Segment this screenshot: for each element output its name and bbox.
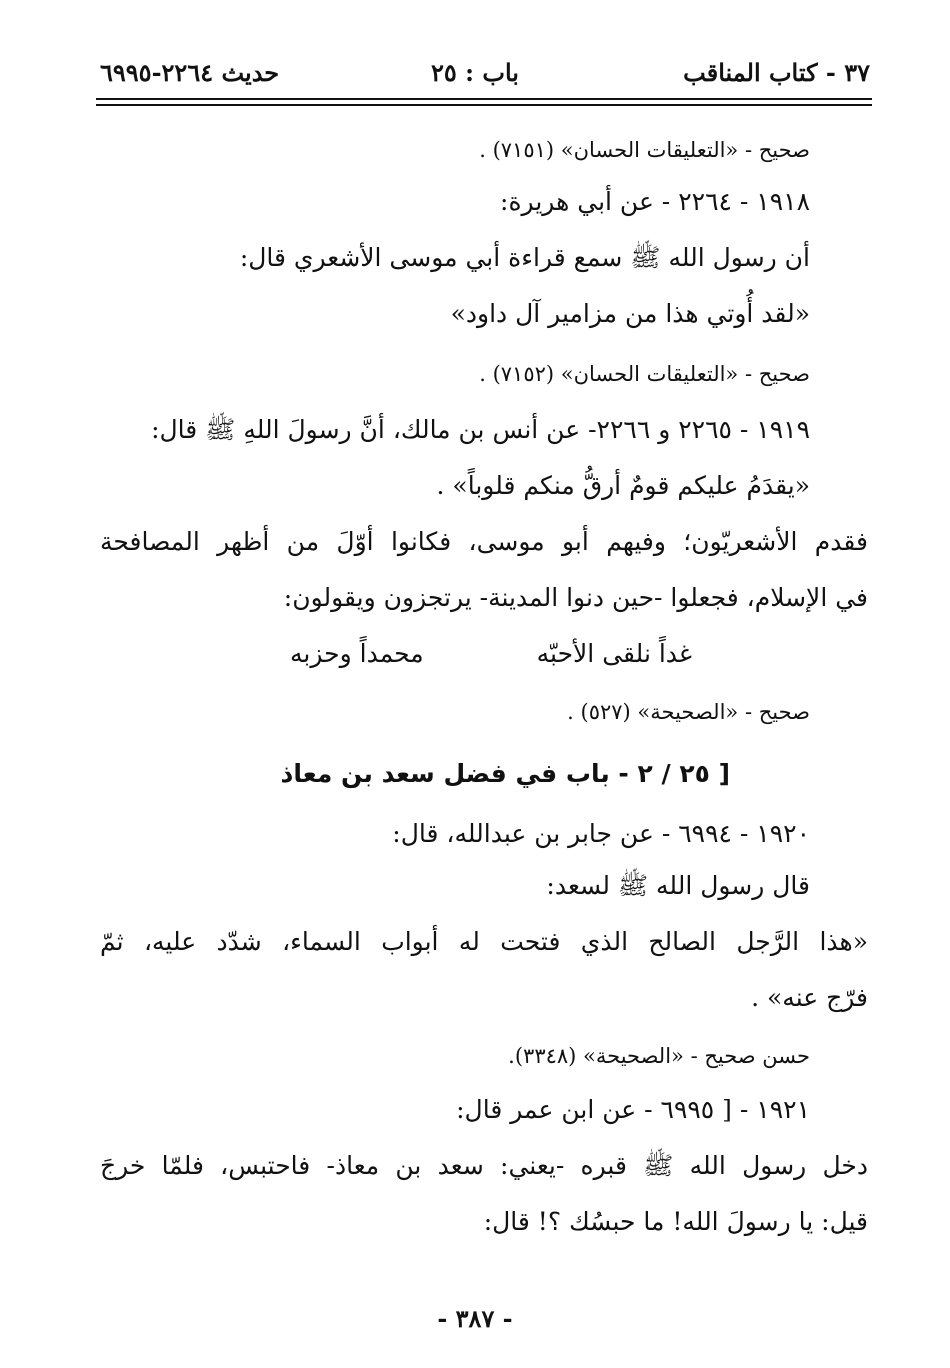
- hadith-number-line: ١٩١٩ - ٢٢٦٥ و ٢٢٦٦- عن أنس بن مالك، أنَّ رسولَ اللهِ ﷺ قال:: [151, 415, 810, 444]
- grading-line: صحيح - «التعليقات الحسان» (٧١٥١) .: [479, 138, 810, 162]
- header-rule-bottom: [96, 104, 872, 106]
- grading-line: صحيح - «التعليقات الحسان» (٧١٥٢) .: [479, 362, 810, 386]
- quote-line: فرّج عنه» .: [751, 983, 868, 1012]
- text-line: قال رسول الله ﷺ لسعد:: [546, 871, 810, 900]
- quote-line: «يقدَمُ عليكم قومٌ أرقُّ منكم قلوباً» .: [436, 471, 810, 500]
- hadith-number-line: ١٩٢٠ - ٦٩٩٤ - عن جابر بن عبدالله، قال:: [392, 819, 810, 848]
- grading-line: حسن صحيح - «الصحيحة» (٣٣٤٨).: [508, 1044, 810, 1068]
- chapter-heading: [ ٢٥ / ٢ - باب في فضل سعد بن معاذ: [280, 759, 730, 788]
- page-number: - ٣٨٧ -: [437, 1304, 513, 1333]
- header-book-title: ٣٧ - كتاب المناقب: [683, 58, 870, 87]
- text-line: قيل: يا رسولَ الله! ما حبسُك ؟! قال:: [483, 1207, 868, 1236]
- verse-first-hemistich: غداً نلقى الأحبّه: [536, 639, 692, 668]
- header-rule-top: [96, 98, 872, 100]
- header-hadith-range: حديث ٢٢٦٤-٦٩٩٥: [100, 58, 280, 87]
- verse-second-hemistich: محمداً وحزبه: [290, 639, 424, 668]
- quote-line: «لقد أُوتي هذا من مزامير آل داود»: [450, 299, 810, 328]
- quote-line: «هذا الرَّجل الصالح الذي فتحت له أبواب السماء، شدّد عليه، ثمّ: [100, 927, 868, 956]
- text-line: دخل رسول الله ﷺ قبره -يعني: سعد بن معاذ- فاحتبس، فلمّا خرجَ: [100, 1151, 868, 1180]
- header-chapter: باب : ٢٥: [431, 58, 519, 87]
- hadith-number-line: ١٩١٨ - ٢٢٦٤ - عن أبي هريرة:: [500, 187, 810, 216]
- text-line: في الإسلام، فجعلوا -حين دنوا المدينة- يرتجزون ويقولون:: [283, 583, 868, 612]
- grading-line: صحيح - «الصحيحة» (٥٢٧) .: [567, 700, 810, 724]
- text-line: فقدم الأشعريّون؛ وفيهم أبو موسى، فكانوا أوّلَ من أظهر المصافحة: [100, 527, 868, 556]
- hadith-number-line: ١٩٢١ - [ ٦٩٩٥ - عن ابن عمر قال:: [456, 1095, 810, 1124]
- text-line: أن رسول الله ﷺ سمع قراءة أبي موسى الأشعري قال:: [239, 243, 810, 272]
